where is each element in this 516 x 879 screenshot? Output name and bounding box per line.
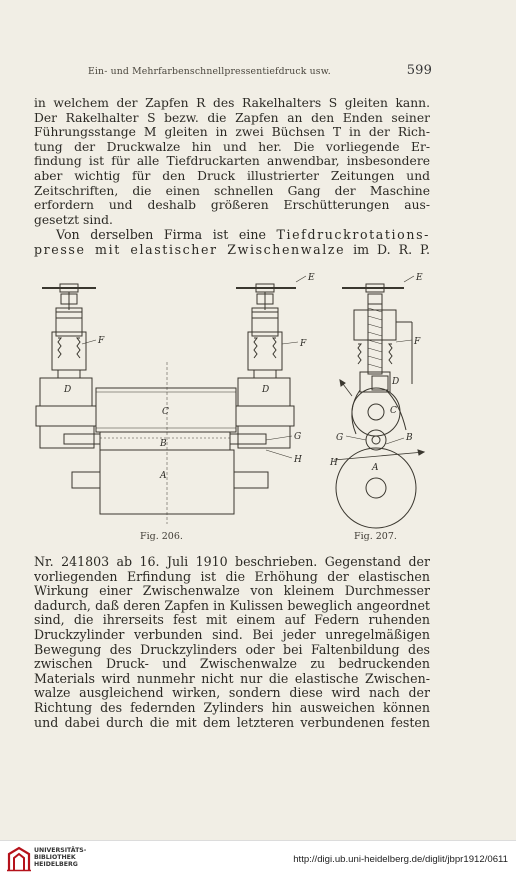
library-name-line: BIBLIOTHEK — [34, 854, 76, 862]
digital-copy-url[interactable]: http://digi.ub.uni-heidelberg.de/diglit/jbpr1912/0611 — [293, 854, 508, 865]
label-g-206: G — [294, 432, 302, 442]
label-b-206: B — [160, 439, 167, 449]
text-line: Führungsstange M gleiten in zwei Büchsen T in der Rich- — [34, 125, 430, 140]
library-name — [34, 847, 86, 869]
book-arch-logo-icon — [6, 846, 32, 872]
label-a-206: A — [160, 471, 167, 481]
text-run: im D. R. P. — [353, 242, 430, 257]
spaced-text-run: Tiefdruckrotations- — [276, 228, 430, 242]
digitization-footer — [0, 840, 516, 879]
text-line: Nr. 241803 ab 16. Juli 1910 beschrieben. Gegenstand der — [34, 555, 430, 569]
text-line: Bewegung des Druckzylinders oder bei Faltenbildung des — [34, 642, 430, 657]
page-number: 599 — [406, 63, 432, 78]
text-line: aber wichtig für den Druck illustrierter Zeitungen und — [34, 168, 430, 183]
text-line: und dabei durch die mit dem letzteren verbundenen festen — [34, 715, 430, 730]
label-d-206-left: D — [64, 385, 72, 395]
label-b-207: B — [406, 433, 413, 443]
text-line: dadurch, daß deren Zapfen in Kulissen beweglich angeordnet — [34, 598, 430, 613]
text-line: tung der Druckwalze hin und her. Die vorliegende Er- — [34, 139, 430, 154]
text-line: zwischen Druck- und Zwischenwalze zu bedruckenden — [34, 657, 430, 672]
text-line: gesetzt sind. — [34, 212, 113, 227]
paragraph-2 — [34, 228, 430, 257]
label-c-206: C — [162, 407, 169, 417]
text-line: sind, die ihrerseits fest mit einem auf Federn ruhenden — [34, 613, 430, 628]
figure-caption-207: Fig. 207. — [354, 531, 397, 542]
library-name-line: UNIVERSITÄTS- — [34, 847, 87, 854]
text-line: Zeitschriften, die einen schnellen Gang der Maschine — [34, 183, 430, 198]
label-f-206-left: F — [98, 336, 105, 346]
press-drawing — [34, 272, 434, 544]
running-title: Ein- und Mehrfarbenschnellpressentiefdruck usw. — [88, 66, 331, 77]
running-header — [88, 63, 432, 78]
figure-206-207 — [34, 272, 434, 544]
label-c-207: C — [390, 406, 397, 416]
text-line: Druckzylinder verbunden sind. Bei jeder unregelmäßigen — [34, 627, 430, 642]
label-e-206: E — [308, 273, 315, 283]
library-name-line: HEIDELBERG — [34, 861, 78, 869]
text-line — [34, 243, 430, 258]
text-line: walze ausgleichend wirken, sondern diese wird nach der — [34, 686, 430, 701]
text-line: in welchem der Zapfen R des Rakelhalters S gleiten kann. — [34, 96, 430, 110]
label-f-207: F — [414, 337, 421, 347]
text-line: Richtung des federnden Zylinders hin ausweichen können — [34, 700, 430, 715]
fig-206-drawing — [36, 276, 306, 524]
spaced-text-run: presse mit elastischer Zwischenwalze — [34, 242, 346, 257]
label-e-207: E — [416, 273, 423, 283]
figure-caption-206: Fig. 206. — [140, 531, 183, 542]
label-g-207: G — [336, 433, 344, 443]
label-d-207: D — [392, 377, 400, 387]
text-line: Wirkung einer Zwischenwalze von kleinem Durchmesser — [34, 584, 430, 599]
label-f-206-right: F — [300, 339, 307, 349]
text-run: Von derselben Firma ist eine — [56, 228, 266, 242]
label-h-207: H — [330, 458, 338, 468]
paragraph-1 — [34, 96, 430, 227]
fig-207-drawing — [334, 276, 424, 528]
label-a-207: A — [372, 463, 379, 473]
paragraph-3 — [34, 555, 430, 730]
label-d-206-right: D — [262, 385, 270, 395]
text-line — [34, 228, 430, 243]
text-line: Der Rakelhalter S bezw. die Zapfen an den Enden seiner — [34, 110, 430, 125]
text-line: Materials wird nunmehr nicht nur die elastische Zwischen- — [34, 671, 430, 686]
text-line: findung ist für alle Tiefdruckarten anwendbar, insbesondere — [34, 154, 430, 169]
text-line: vorliegenden Erfindung ist die Erhöhung der elastischen — [34, 569, 430, 584]
label-h-206: H — [294, 455, 302, 465]
text-line: erfordern und deshalb größeren Erschütterungen aus- — [34, 198, 430, 213]
